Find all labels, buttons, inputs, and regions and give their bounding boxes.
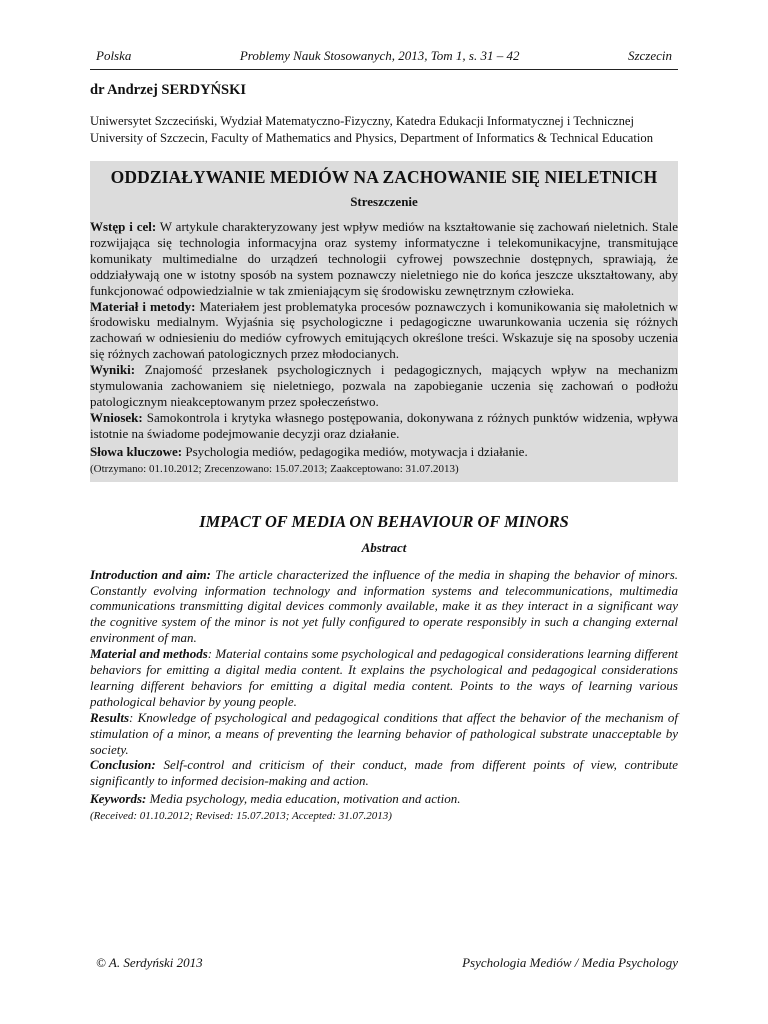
page-footer	[96, 955, 678, 971]
english-conclusion	[90, 757, 678, 789]
polish-results-text: Znajomość przesłanek psychologicznych i pedagogicznych, mających wpływ na mechanizm stymulowania zachowaniem się nieletniego, pozwala na zapobieganie uczenia się zachowań o podłożu patologicznym nieakceptowanym przez społeczeństwo.	[90, 362, 678, 409]
english-keywords	[90, 791, 678, 807]
english-results-text: : Knowledge of psychological and pedagogical conditions that affect the behavior of the mechanism of stimulation of a minor, a means of preventing the learning behavior of pathological substrate unacceptable by society.	[90, 709, 678, 757]
english-intro-text: The article characterized the influence of the media in shaping the behavior of minors. Constantly evolving information technology and information systems and telecommunications, multimedia communications transmitting digital devices commonly available, make it as they interact in a significant way the cognitive system of the minor is not yet fully configured to operate responsibly in such a changing external environment of man.	[90, 566, 679, 646]
english-results-label: Results	[90, 709, 130, 725]
english-keywords-label: Keywords:	[90, 791, 147, 807]
english-methods-text: : Material contains some psychological and pedagogical considerations learning different behaviors for emitting a digital media content. It explains the psychological and pedagogical considerations learning different behaviors for emitting a digital media content. Points to the ways of learning various pathological behavior by young people.	[90, 646, 678, 709]
polish-keywords	[90, 444, 678, 460]
affiliation	[90, 113, 678, 147]
header-country: Polska	[96, 48, 132, 63]
english-intro-label: Introduction and aim:	[90, 566, 211, 582]
polish-subtitle: Streszczenie	[350, 194, 418, 209]
polish-results	[90, 362, 678, 410]
english-intro	[90, 567, 678, 647]
english-subtitle: Abstract	[361, 539, 407, 555]
polish-title: ODDZIAŁYWANIE MEDIÓW NA ZACHOWANIE SIĘ NIELETNICH	[110, 167, 658, 187]
affiliation-polish: Uniwersytet Szczeciński, Wydział Matematyczno-Fizyczny, Katedra Edukacji Informatycznej i Technicznej	[90, 114, 634, 128]
running-header	[90, 48, 678, 70]
author-name: dr Andrzej SERDYŃSKI	[90, 82, 247, 98]
polish-keywords-label: Słowa kluczowe:	[90, 443, 183, 459]
english-title: IMPACT OF MEDIA ON BEHAVIOUR OF MINORS	[199, 511, 569, 531]
polish-conclusion	[90, 410, 678, 442]
polish-results-label: Wyniki:	[90, 362, 136, 378]
english-keywords-text: Media psychology, media education, motivation and action.	[146, 791, 461, 807]
english-results	[90, 710, 678, 758]
polish-methods	[90, 299, 678, 363]
polish-conclusion-label: Wniosek:	[90, 409, 143, 425]
polish-intro-text: W artykule charakteryzowany jest wpływ mediów na kształtowanie się zachowań nieletnich. Stale rozwijająca się technologia informacyjna oraz systemy informatyczne i telekomunikacyjne, transmitujące komunikaty multimedialne do urządzeń technologii cyfrowej powszechnie dostępnych, sprawiają, że oddziaływają one w istotny sposób na system poznawczy nieletniego nie do końca jeszcze ukształtowany, aby funkcjonować odpowiedzialnie w tak zmieniającym się środowisku zewnętrznym człowieka.	[90, 219, 679, 298]
header-city: Szczecin	[627, 48, 672, 63]
affiliation-english: University of Szczecin, Faculty of Mathematics and Physics, Department of Informatics & Technical Education	[90, 131, 653, 145]
english-conclusion-label: Conclusion:	[90, 757, 156, 773]
page	[90, 48, 678, 824]
english-dates: (Received: 01.10.2012; Revised: 15.07.2013; Accepted: 31.07.2013)	[90, 810, 392, 823]
polish-methods-label: Materiał i metody:	[90, 298, 196, 314]
footer-copyright: © A. Serdyński 2013	[96, 955, 203, 970]
english-methods-label: Material and methods	[90, 646, 208, 662]
polish-intro	[90, 219, 678, 299]
polish-conclusion-text: Samokontrola i krytyka własnego postępowania, dokonywana z różnych punktów widzenia, wpływa istotnie na świadome podejmowanie decyzji oraz działanie.	[90, 409, 678, 441]
polish-methods-text: Materiałem jest problematyka procesów poznawczych i komunikowania się małoletnich w środowisku medialnym. Wyjaśnia się psychologiczne i pedagogiczne uwarunkowania uczenia się różnych zachowań w odniesieniu do mediów cyfrowych emitujących określone treści. Wskazuje się na sposoby uczenia się różnych zachowań patologicznych przez młodocianych.	[90, 298, 679, 362]
polish-keywords-text: Psychologia mediów, pedagogika mediów, motywacja i działanie.	[182, 443, 528, 459]
polish-dates: (Otrzymano: 01.10.2012; Zrecenzowano: 15.07.2013; Zaakceptowano: 31.07.2013)	[90, 462, 459, 475]
polish-abstract-box	[90, 161, 678, 482]
english-methods	[90, 646, 678, 710]
footer-journal: Psychologia Mediów / Media Psychology	[462, 955, 678, 970]
header-journal: Problemy Nauk Stosowanych, 2013, Tom 1, s. 31 – 42	[239, 48, 520, 63]
english-conclusion-text: Self-control and criticism of their conduct, made from different points of view, contribute significantly to informed decision-making and action.	[90, 757, 678, 789]
english-abstract	[90, 512, 678, 825]
polish-intro-label: Wstęp i cel:	[90, 219, 157, 234]
